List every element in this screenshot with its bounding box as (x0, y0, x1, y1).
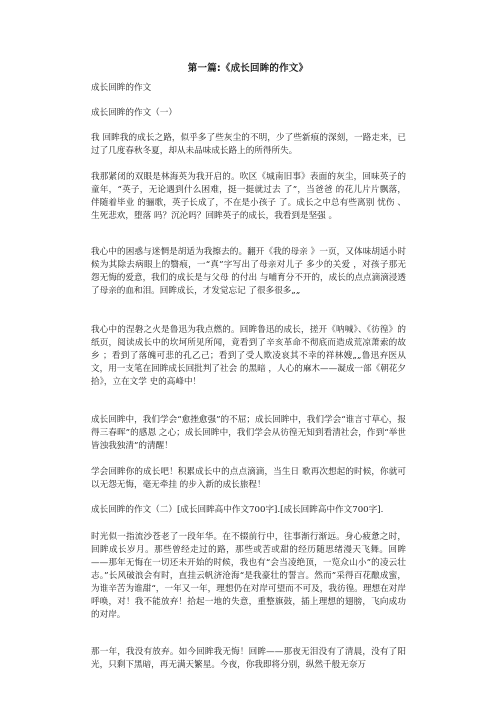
paragraph: 成长回眸中，我们学会“愈挫愈强”的不屈；成长回眸中，我们学会“谁言寸草心，报得三春晖”的感恩 之心；成长回眸中，我们学会从彷徨无知到看清社会，作到“举世皆浊我独清”的清醒！ (91, 415, 406, 451)
paragraph: 我心中的涅磐之火是鲁迅为我点燃的。回眸鲁迅的成长，搓开《呐喊》、《彷徨》的纸页，阅读成长中的坎坷所见所闻，竟看到了辛亥革命不彻底而造成荒凉萧索的故乡 ；看到了落魄可悲的孔乙己；看到了受人欺凌哀其不幸的祥林嫂„„鲁迅弃医从文，用一支笔在回眸成长回批判了社会 的黑暗 ，人心的麻木——凝成一部《朝花夕拾》，立在文学 史的高峰中！ (91, 325, 406, 387)
paragraph: 我那紧闭的双眼是林海英为我开启的。吹区《城南旧事》表面的灰尘，回味英子的童年，“英子，无论遇到什么困难，挺一挺就过去 了”，当爸爸 的花儿片片飘落，伴随着毕业 的骊歌，英子长成了，不在是小孩子 了。成长之中总有些离别 忧伤 、生死悲欢，堕落 吗？沉沦吗？回眸英子的成长，我看到是坚强 。 (91, 172, 406, 221)
section-heading: 成长回眸的作文 (91, 83, 152, 93)
paragraph: 我 回眸我的成长之路，似乎多了些灰尘的不明，少了些新痕的深刻，一路走来，已过了几度春秋冬夏，却从未品味成长路上的所得所失。 (91, 133, 406, 156)
document-title: 第一篇:《成长回眸的作文》 (187, 63, 309, 74)
subsection-heading: 成长回眸的作文（一） (91, 108, 177, 118)
paragraph: 学会回眸你的成长吧！积累成长中的点点滴滴，当生日 歌再次想起的时候，你就可以无怨无悔，毫无牵挂 的步入新的成长旅程！ (91, 467, 406, 490)
paragraph: 时光似一指流沙苍老了一段年华。在不辍前行中，往事渐行渐远。身心疲惫之时，回眸成长岁月。那些曾经走过的路，那些或苦或甜的经历随思绪漫天飞舞。回眸——那年无悔在一切还未开始的时候，我也有“会当凌绝顶，一览众山小”的凌云壮志。”长风破浪会有时，直挂云帆济沧海“是我豪壮的誓言。然而”采得百花酿成蜜，为谁辛苦为谁甜“，一年又一年，理想仍在对岸可望而不可及，我彷徨。理想在对岸呼唤，对！我不能放弃！拾起一地的失意，重整旗鼓，插上理想的翅膀，飞向成功的对岸。 (91, 532, 406, 620)
paragraph: 成长回眸的作文（二）[成长回眸高中作文700字].[成长回眸高中作文700字]. (91, 505, 384, 515)
paragraph: 我心中的困惑与迷惘是胡适为我擦去的。翻开《我的母亲 》一页，又体味胡适小时候为其除去病眼上的翳痕，一“真”字写出了母亲对儿子 多少的关爱 ，对孩子那无怨无悔的爱意，我们的成长是与父母 的付出 与哺育分不开的，成长的点点滴滴浸透了母亲的血和泪。回眸成长，才发觉忘记 了很多很多„„ (91, 247, 406, 296)
paragraph: 那一年，我没有放弃。如今回眸我无悔！回眸——那夜无泪没有了清晨，没有了阳光，只剩下黑暗，再无满天繁星。今夜，你我即将分别，纵然千般无奈万 (91, 647, 406, 670)
